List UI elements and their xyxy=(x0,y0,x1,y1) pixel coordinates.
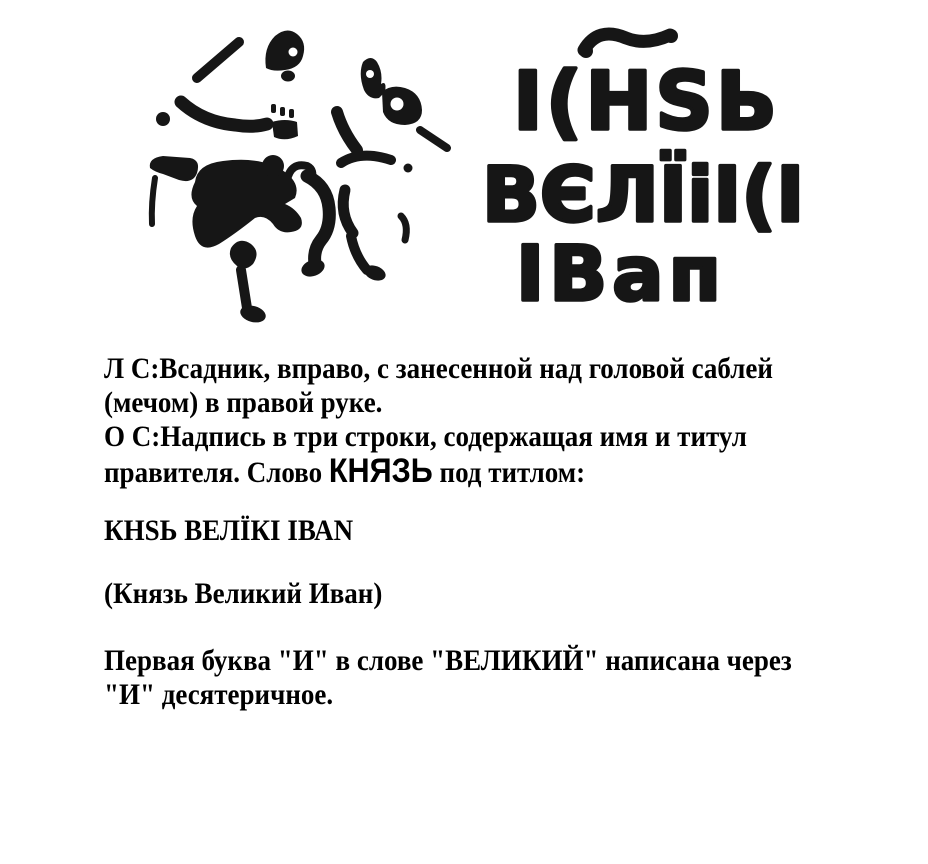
reverse-description-line-1: О С:Надпись в три строки, содержащая имя и титул xyxy=(104,420,747,453)
reverse-description-line-2-pre: правителя. Слово xyxy=(104,456,329,489)
knyaz-word: КНЯЗЬ xyxy=(328,452,433,490)
inscription-line-2: ВЄЛЇіІ(І xyxy=(482,150,805,239)
note-line-2: "И" десятеричное. xyxy=(104,678,334,711)
translation-line: (Князь Великий Иван) xyxy=(104,577,383,610)
reverse-description-line-2 xyxy=(104,454,585,490)
inscription-line-3: ІВап xyxy=(516,229,726,318)
obverse-description-line-1: Л С:Всадник, вправо, с занесенной над головой саблей xyxy=(104,352,773,385)
obverse-description-line-2: (мечом) в правой руке. xyxy=(104,386,383,419)
inscription-line-1: І(НЅЬ xyxy=(513,55,780,148)
note-line-1: Первая буква "И" в слове "ВЕЛИКИЙ" написана через xyxy=(104,644,792,677)
transcription-line: КНЅЬ ВЕЛЇКІ ІВАN xyxy=(104,514,354,547)
reverse-description-line-2-post: под титлом: xyxy=(432,456,586,489)
